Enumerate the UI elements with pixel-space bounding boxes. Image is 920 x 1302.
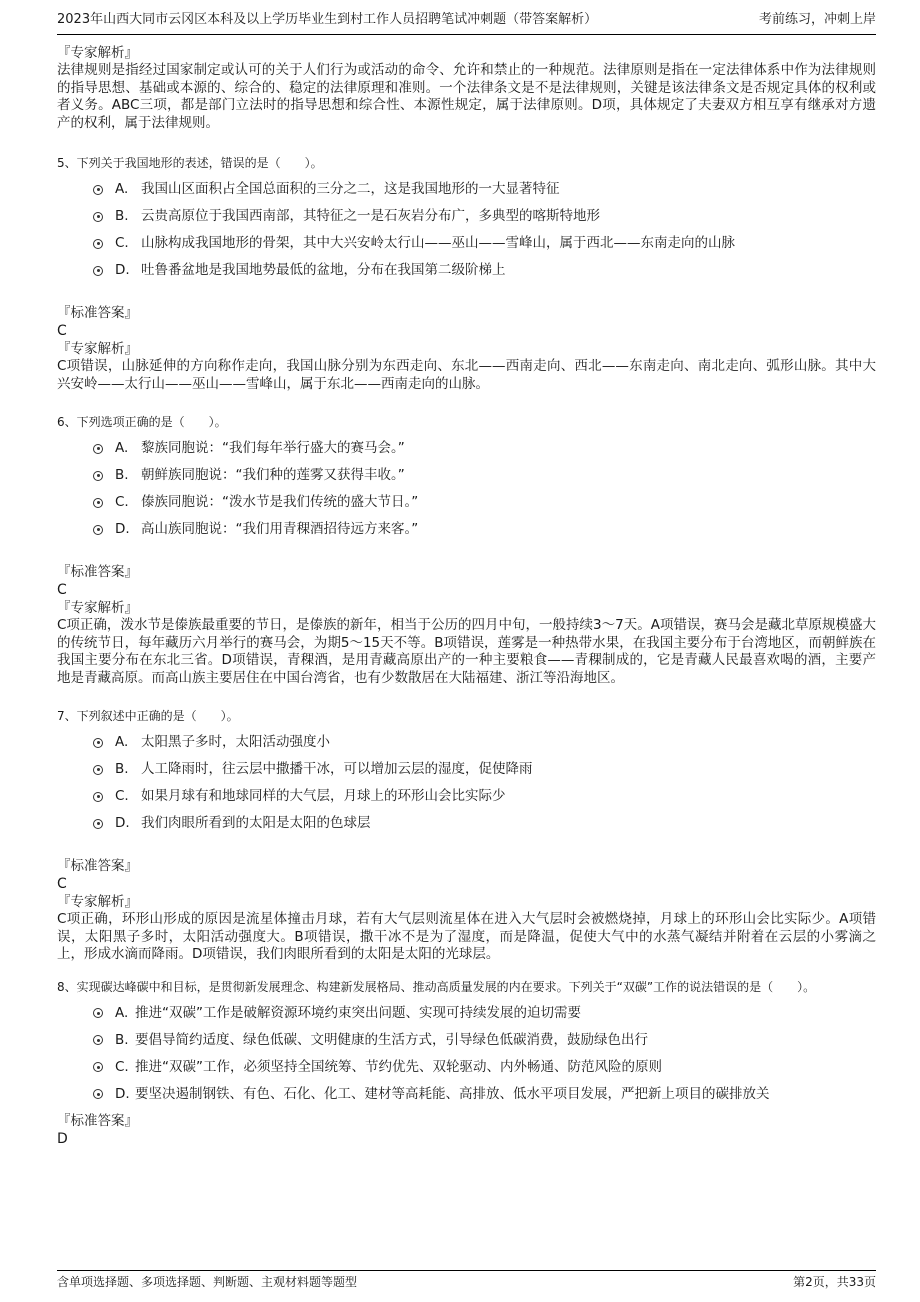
- option-list-8: [57, 1000, 876, 1108]
- standard-answer-label: 『标准答案』: [57, 564, 138, 580]
- question-stem-8: 8、实现碳达峰碳中和目标，是贯彻新发展理念、构建新发展格局、推动高质量发展的内在要求。下列关于“双碳”工作的说法错误的是（ ）。: [57, 979, 816, 994]
- option-6-c[interactable]: C. 傣族同胞说：“泼水节是我们传统的盛大节日。”: [57, 489, 876, 516]
- option-6-d[interactable]: D. 高山族同胞说：“我们用青稞酒招待远方来客。”: [57, 516, 876, 543]
- radio-icon[interactable]: [93, 525, 103, 535]
- radio-icon[interactable]: [93, 792, 103, 802]
- expert-analysis-label: 『专家解析』: [57, 894, 138, 910]
- radio-icon[interactable]: [93, 1008, 103, 1018]
- analysis-6: C项正确，泼水节是傣族最重要的节日，是傣族的新年，相当于公历的四月中旬，一般持续3～7天。A项错误，赛马会是藏北草原规模盛大的传统节日，每年藏历六月举行的赛马会，为期5～15天不等。B项错误，莲雾是一种热带水果，在我国主要分布于台湾地区，而朝鲜族在我国主要分布在东北三省。D项错误，青稞酒，是用青藏高原出产的一种主要粮食——青稞制成的，它是青藏人民最喜欢喝的酒，主要产地是青藏高原。而高山族主要居住在中国台湾省，也有少数散居在大陆福建、浙江等沿海地区。: [57, 617, 876, 686]
- expert-analysis-label: 『专家解析』: [57, 341, 138, 357]
- radio-icon[interactable]: [93, 266, 103, 276]
- radio-icon[interactable]: [93, 212, 103, 222]
- option-8-b[interactable]: B. 要倡导简约适度、绿色低碳、文明健康的生活方式，引导绿色低碳消费，鼓励绿色出行: [57, 1027, 876, 1054]
- option-5-a[interactable]: A. 我国山区面积占全国总面积的三分之二，这是我国地形的一大显著特征: [57, 176, 876, 203]
- option-list-5: [57, 176, 876, 284]
- option-list-6: [57, 435, 876, 543]
- option-5-b[interactable]: B. 云贵高原位于我国西南部，其特征之一是石灰岩分布广，多典型的喀斯特地形: [57, 203, 876, 230]
- analysis-7: C项正确，环形山形成的原因是流星体撞击月球，若有大气层则流星体在进入大气层时会被燃烧掉，月球上的环形山会比实际少。A项错误，太阳黑子多时，太阳活动强度大。B项错误，撒干冰不是为了湿度，而是降温，促使大气中的水蒸气凝结并附着在云层的小雾滴之上，形成水滴而降雨。D项错误，我们肉眼所看到的太阳是太阳的光球层。: [57, 911, 876, 962]
- radio-icon[interactable]: [93, 185, 103, 195]
- radio-icon[interactable]: [93, 1062, 103, 1072]
- option-5-d[interactable]: D. 吐鲁番盆地是我国地势最低的盆地，分布在我国第二级阶梯上: [57, 257, 876, 284]
- standard-answer-label: 『标准答案』: [57, 1112, 138, 1129]
- document-title: 2023年山西大同市云冈区本科及以上学历毕业生到村工作人员招聘笔试冲刺题（带答案解析）: [57, 12, 598, 27]
- radio-icon[interactable]: [93, 498, 103, 508]
- option-8-c[interactable]: C. 推进“双碳”工作，必须坚持全国统筹、节约优先、双轮驱动、内外畅通、防范风险的原则: [57, 1054, 876, 1081]
- radio-icon[interactable]: [93, 444, 103, 454]
- analysis-text: 法律规则是指经过国家制定或认可的关于人们行为或活动的命令、允许和禁止的一种规范。法律原则是指在一定法律体系中作为法律规则的指导思想、基础或本源的、综合的、稳定的法律原理和准则。一个法律条文是不是法律规则，关键是该法律条文是否规定具体的权利或者义务。ABC三项，都是部门立法时的指导思想和综合性、本源性规定，属于法律原则。D项，具体规定了夫妻双方相互享有继承对方遗产的权利，属于法律规则。: [57, 62, 876, 131]
- radio-icon[interactable]: [93, 819, 103, 829]
- option-7-b[interactable]: B. 人工降雨时，往云层中撒播干冰，可以增加云层的湿度，促使降雨: [57, 756, 876, 783]
- option-6-b[interactable]: B. 朝鲜族同胞说：“我们种的莲雾又获得丰收。”: [57, 462, 876, 489]
- page-header: [57, 10, 876, 35]
- option-7-d[interactable]: D. 我们肉眼所看到的太阳是太阳的色球层: [57, 810, 876, 837]
- radio-icon[interactable]: [93, 765, 103, 775]
- answer-7: C: [57, 876, 67, 892]
- radio-icon[interactable]: [93, 1089, 103, 1099]
- header-slogan: 考前练习，冲刺上岸: [758, 12, 876, 27]
- radio-icon[interactable]: [93, 239, 103, 249]
- answer-5: C: [57, 323, 67, 339]
- radio-icon[interactable]: [93, 1035, 103, 1045]
- standard-answer-label: 『标准答案』: [57, 305, 138, 321]
- option-list-7: [57, 729, 876, 837]
- question-types-note: 含单项选择题、多项选择题、判断题、主观材料题等题型: [57, 1275, 358, 1289]
- question-stem-6: 6、下列选项正确的是（ ）。: [57, 415, 227, 429]
- expert-analysis-label: 『专家解析』: [57, 600, 138, 616]
- page-footer: [57, 1270, 876, 1295]
- expert-analysis-label: 『专家解析』: [57, 45, 138, 61]
- option-8-d[interactable]: D. 要坚决遏制钢铁、有色、石化、化工、建材等高耗能、高排放、低水平项目发展，严把新上项目的碳排放关: [57, 1081, 876, 1108]
- option-7-a[interactable]: A. 太阳黑子多时，太阳活动强度小: [57, 729, 876, 756]
- answer-6: C: [57, 582, 67, 598]
- answer-8: D: [57, 1130, 68, 1147]
- page-content: [57, 44, 876, 1148]
- analysis-5: C项错误，山脉延伸的方向称作走向，我国山脉分别为东西走向、东北——西南走向、西北——东南走向、南北走向、弧形山脉。其中大兴安岭——太行山——巫山——雪峰山，属于东北——西南走向的山脉。: [57, 358, 876, 392]
- option-8-a[interactable]: A. 推进“双碳”工作是破解资源环境约束突出问题、实现可持续发展的迫切需要: [57, 1000, 876, 1027]
- option-6-a[interactable]: A. 黎族同胞说：“我们每年举行盛大的赛马会。”: [57, 435, 876, 462]
- option-7-c[interactable]: C. 如果月球有和地球同样的大气层，月球上的环形山会比实际少: [57, 783, 876, 810]
- radio-icon[interactable]: [93, 738, 103, 748]
- page-number: 第2页，共33页: [793, 1275, 876, 1289]
- option-5-c[interactable]: C. 山脉构成我国地形的骨架，其中大兴安岭太行山——巫山——雪峰山，属于西北——东南走向的山脉: [57, 230, 876, 257]
- question-stem-5: 5、下列关于我国地形的表述，错误的是（ ）。: [57, 156, 323, 170]
- standard-answer-label: 『标准答案』: [57, 858, 138, 874]
- question-stem-7: 7、下列叙述中正确的是（ ）。: [57, 709, 239, 723]
- radio-icon[interactable]: [93, 471, 103, 481]
